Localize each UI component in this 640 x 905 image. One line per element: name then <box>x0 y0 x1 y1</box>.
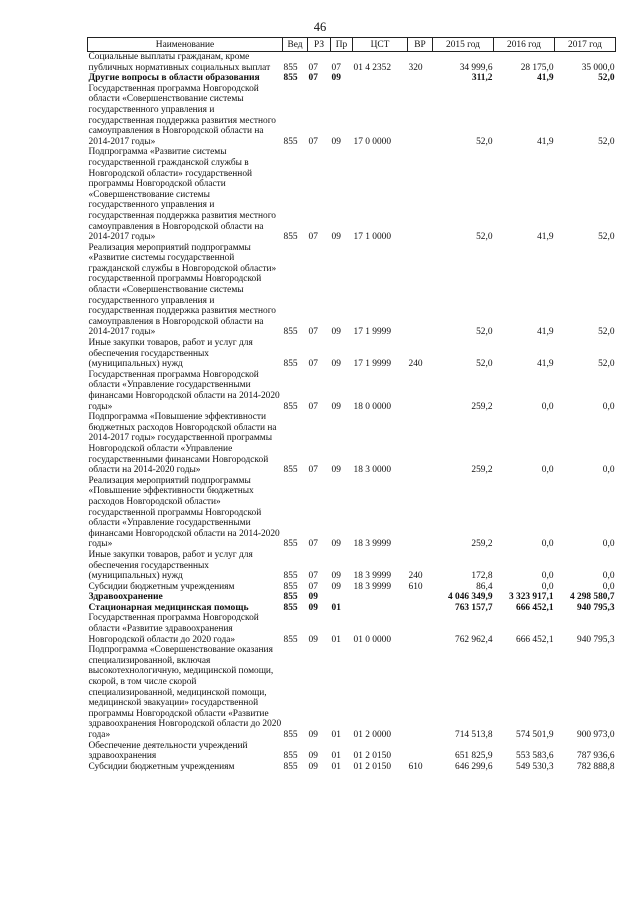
row-name: Субсидии бюджетным учреждениям <box>88 581 235 592</box>
row-pr: 01 <box>331 634 341 645</box>
row-ved: 855 <box>283 581 298 592</box>
row-2015: 651 825,9 <box>455 751 493 762</box>
row-2016: 549 530,3 <box>516 761 554 772</box>
row-2016: 41,9 <box>537 359 554 370</box>
row-2015: 714 513,8 <box>455 730 493 740</box>
row-rz: 07 <box>308 571 318 582</box>
row-pr: 09 <box>331 401 341 412</box>
table-row <box>88 412 616 476</box>
row-ved: 855 <box>283 136 298 147</box>
row-2017: 782 888,8 <box>577 761 615 772</box>
table-row <box>88 243 616 338</box>
row-cst <box>353 73 408 84</box>
row-2017: 787 936,6 <box>577 751 615 762</box>
row-rz: 07 <box>308 581 318 592</box>
row-rz: 09 <box>308 761 318 772</box>
row-2017: 900 973,0 <box>577 730 615 740</box>
row-ved: 855 <box>283 571 298 582</box>
row-vr: 240 <box>408 359 423 370</box>
row-cst: 18 3 9999 <box>353 581 391 592</box>
row-2017: 52,0 <box>598 136 615 147</box>
table-row <box>88 582 616 593</box>
row-2017: 940 795,3 <box>577 602 615 613</box>
row-vr <box>408 741 433 762</box>
row-2015: 86,4 <box>476 581 493 592</box>
row-name: Государственная программа Новгородской области «Развитие здравоохранения Новгородской области до 2020 года» <box>88 613 259 645</box>
row-ved: 855 <box>283 401 298 412</box>
table-row <box>88 476 616 550</box>
row-cst: 17 1 9999 <box>353 359 391 370</box>
row-rz: 07 <box>308 327 318 338</box>
row-pr: 09 <box>331 571 341 582</box>
row-rz: 09 <box>308 730 318 740</box>
table-row <box>88 741 616 762</box>
row-2017: 0,0 <box>602 401 615 412</box>
row-vr <box>408 84 433 148</box>
row-pr: 09 <box>331 232 341 243</box>
header-vr: ВР <box>408 38 433 52</box>
row-rz: 07 <box>308 359 318 370</box>
row-pr: 09 <box>331 539 341 550</box>
table-row <box>88 370 616 412</box>
row-vr <box>408 645 433 740</box>
row-vr <box>408 613 433 645</box>
row-name: Иные закупки товаров, работ и услуг для обеспечения государственных (муниципальных) нужд <box>88 338 253 370</box>
row-vr <box>408 592 433 603</box>
row-cst <box>353 603 408 614</box>
row-2015: 259,2 <box>471 465 493 476</box>
header-ved: Вед <box>283 38 308 52</box>
row-2017: 52,0 <box>598 359 615 370</box>
row-ved: 855 <box>283 751 298 762</box>
row-2017: 52,0 <box>598 73 615 84</box>
row-ved: 855 <box>283 634 298 645</box>
header-2015: 2015 год <box>433 38 494 52</box>
row-pr: 01 <box>331 751 341 762</box>
row-rz: 09 <box>308 634 318 645</box>
row-name: Другие вопросы в области образования <box>88 72 260 84</box>
row-pr: 09 <box>331 465 341 476</box>
row-ved: 855 <box>283 359 298 370</box>
row-rz: 07 <box>308 232 318 243</box>
row-name: Здравоохранение <box>88 591 163 603</box>
row-name: Субсидии бюджетным учреждениям <box>88 761 235 772</box>
table-row <box>88 550 616 582</box>
row-2016: 41,9 <box>537 232 554 243</box>
row-rz: 07 <box>308 62 318 73</box>
row-2017: 0,0 <box>602 465 615 476</box>
table-header-row <box>88 38 616 52</box>
row-pr: 09 <box>331 327 341 338</box>
row-name: Обеспечение деятельности учреждений здравоохранения <box>88 740 248 762</box>
row-2015: 259,2 <box>471 401 493 412</box>
row-2017: 0,0 <box>602 571 615 582</box>
row-pr: 09 <box>331 73 341 84</box>
table-row <box>88 603 616 614</box>
page-number: 46 <box>313 20 327 34</box>
row-pr: 09 <box>331 359 341 370</box>
header-pr: Пр <box>331 38 353 52</box>
row-2017: 52,0 <box>598 327 615 338</box>
row-2016: 41,9 <box>537 73 554 84</box>
row-cst: 01 4 2352 <box>353 62 391 73</box>
row-2015: 311,2 <box>471 73 493 84</box>
row-ved: 855 <box>283 761 298 772</box>
row-2016: 28 175,0 <box>520 62 554 73</box>
row-2016: 0,0 <box>541 465 554 476</box>
row-rz: 07 <box>308 73 318 84</box>
row-ved: 855 <box>283 232 298 243</box>
row-ved: 855 <box>283 730 298 740</box>
row-name: Подпрограмма «Совершенствование оказания специализированной, включая высокотехнологичную, медицинской помощи, скорой, в том числе скорой специализированной, медицинской помощи, медицинской эвакуации» государственной программы Новгородской области «Развитие здравоохранения Новгородской области до 2020 года» <box>88 645 282 740</box>
table-row <box>88 338 616 370</box>
row-2017: 940 795,3 <box>577 634 615 645</box>
row-2015: 34 999,6 <box>459 62 493 73</box>
row-pr: 09 <box>331 136 341 147</box>
row-2015: 52,0 <box>476 232 493 243</box>
row-2015: 52,0 <box>476 136 493 147</box>
row-rz: 07 <box>308 401 318 412</box>
row-vr: 610 <box>408 761 423 772</box>
row-name: Стационарная медицинская помощь <box>88 601 249 613</box>
row-name: Социальные выплаты гражданам, кроме публичных нормативных социальных выплат <box>88 52 271 73</box>
row-cst: 18 0 0000 <box>353 401 391 412</box>
row-2015: 762 962,4 <box>455 634 493 645</box>
row-2017: 52,0 <box>598 232 615 243</box>
row-2016: 3 323 917,1 <box>508 592 554 603</box>
row-cst: 01 2 0000 <box>353 730 391 740</box>
row-cst: 01 0 0000 <box>353 634 391 645</box>
row-rz: 07 <box>308 465 318 476</box>
row-2017: 4 298 580,7 <box>569 592 615 603</box>
row-cst: 17 1 0000 <box>353 232 391 243</box>
row-ved: 855 <box>283 592 298 603</box>
row-name: Иные закупки товаров, работ и услуг для обеспечения государственных (муниципальных) нужд <box>88 549 253 582</box>
row-ved: 855 <box>283 327 298 338</box>
row-cst: 17 1 9999 <box>353 327 391 338</box>
table-row <box>88 762 616 773</box>
row-2016: 0,0 <box>541 581 554 592</box>
row-ved: 855 <box>283 465 298 476</box>
row-2016: 41,9 <box>537 327 554 338</box>
row-2015: 172,8 <box>471 571 493 582</box>
row-pr <box>331 592 353 603</box>
row-2016: 0,0 <box>541 401 554 412</box>
row-2015: 52,0 <box>476 359 493 370</box>
row-vr <box>408 370 433 412</box>
row-rz: 07 <box>308 539 318 550</box>
row-cst: 18 3 9999 <box>353 539 391 550</box>
row-name: Подпрограмма «Развитие системы государственной гражданской службы в Новгородской области» государственной программы Новгородской области «Совершенствование системы государственного управления и государственная поддержка развития местного самоуправления в Новгородской области на 2014-2017 годы» <box>88 147 276 243</box>
row-cst: 17 0 0000 <box>353 136 391 147</box>
row-2016: 553 583,6 <box>516 751 554 762</box>
row-vr <box>408 476 433 550</box>
row-name: Государственная программа Новгородской области «Управление государственными финансами Новгородской области на 2014-2020 годы» <box>88 369 280 412</box>
row-vr <box>408 243 433 338</box>
header-2016: 2016 год <box>494 38 555 52</box>
row-cst: 18 3 9999 <box>353 571 391 582</box>
table-row <box>88 645 616 740</box>
row-2016: 666 452,1 <box>516 602 554 613</box>
row-vr <box>408 412 433 476</box>
row-rz: 09 <box>308 751 318 762</box>
header-2017: 2017 год <box>555 38 616 52</box>
row-ved: 855 <box>283 602 298 613</box>
table-row <box>88 613 616 645</box>
row-2016: 41,9 <box>537 136 554 147</box>
row-2017: 0,0 <box>602 539 615 550</box>
row-ved: 855 <box>283 62 298 73</box>
row-pr: 01 <box>331 730 341 740</box>
row-2017: 0,0 <box>602 581 615 592</box>
budget-table <box>87 37 616 772</box>
row-2015: 52,0 <box>476 327 493 338</box>
row-pr: 01 <box>331 761 341 772</box>
row-vr: 610 <box>408 581 423 592</box>
table-row <box>88 73 616 84</box>
row-cst: 01 2 0150 <box>353 761 391 772</box>
row-pr: 01 <box>331 602 341 613</box>
row-pr: 09 <box>331 581 341 592</box>
row-rz: 09 <box>308 592 318 603</box>
header-rz: РЗ <box>308 38 331 52</box>
row-2016: 574 501,9 <box>516 730 554 740</box>
row-vr <box>408 147 433 242</box>
row-ved: 855 <box>283 73 298 84</box>
row-cst: 18 3 0000 <box>353 465 391 476</box>
header-name: Наименование <box>88 38 283 52</box>
table-row <box>88 52 616 74</box>
row-cst <box>353 592 408 603</box>
table-row <box>88 84 616 148</box>
row-name: Государственная программа Новгородской области «Совершенствование системы государственного управления и государственная поддержка развития местного самоуправления в Новгородской области на 2014-2017 годы» <box>88 83 276 147</box>
row-name: Реализация мероприятий подпрограммы «Развитие системы государственной гражданской службы в Новгородской области» государственной программы Новгородской области «Совершенствование системы государственного управления и государственная поддержка развития местного самоуправления в Новгородской области на 2014-2017 годы» <box>88 242 277 338</box>
row-2016: 0,0 <box>541 571 554 582</box>
row-2015: 259,2 <box>471 539 493 550</box>
row-vr: 320 <box>408 62 423 73</box>
row-2016: 0,0 <box>541 539 554 550</box>
row-2016: 666 452,1 <box>516 634 554 645</box>
row-rz: 09 <box>308 602 318 613</box>
row-vr <box>408 73 433 84</box>
row-2015: 763 157,7 <box>455 602 493 613</box>
row-2015: 4 046 349,9 <box>447 592 493 603</box>
row-ved: 855 <box>283 539 298 550</box>
row-name: Подпрограмма «Повышение эффективности бюджетных расходов Новгородской области на 2014-2017 годы» государственной программы Новгородской области «Управление государственными финансами Новгородской области на 2014-2020 годы» <box>88 412 277 476</box>
row-2017: 35 000,0 <box>581 62 615 73</box>
row-vr: 240 <box>408 571 423 582</box>
row-cst: 01 2 0150 <box>353 751 391 762</box>
header-cst: ЦСТ <box>353 38 408 52</box>
table-row <box>88 147 616 242</box>
row-name: Реализация мероприятий подпрограммы «Повышение эффективности бюджетных расходов Новгородской области» государственной программы Новгородской области «Управление государственными финансами Новгородской области на 2014-2020 годы» <box>88 475 280 550</box>
row-rz: 07 <box>308 136 318 147</box>
row-vr <box>408 603 433 614</box>
row-pr: 07 <box>331 62 341 73</box>
row-2015: 646 299,6 <box>455 761 493 772</box>
